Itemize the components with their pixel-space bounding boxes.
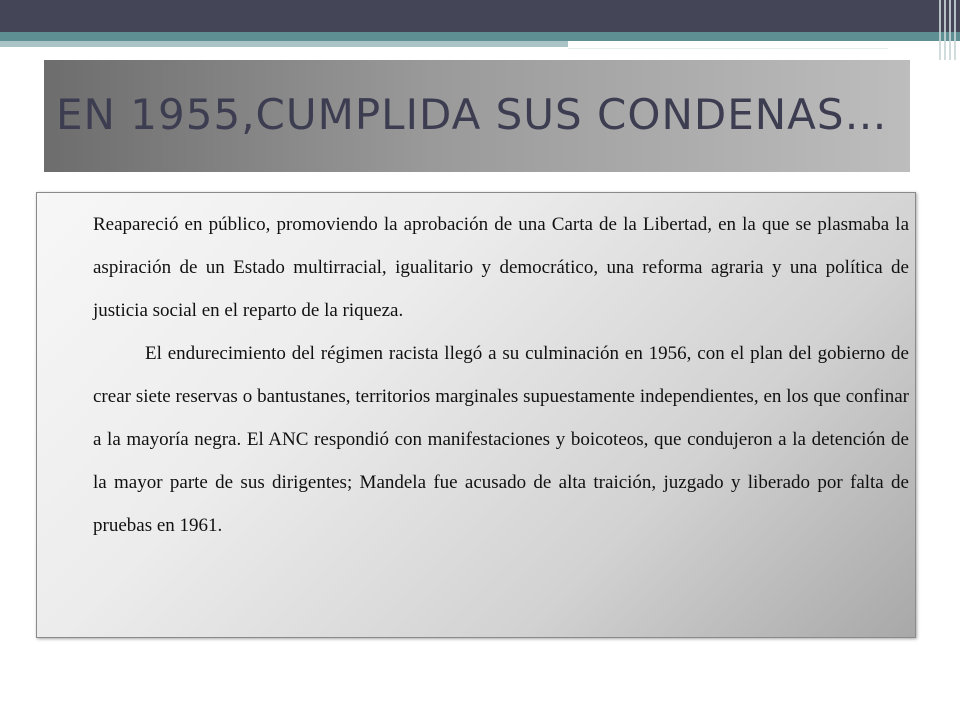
- corner-decoration: [930, 0, 960, 60]
- header-band-dark: [0, 0, 960, 32]
- title-bar: [44, 60, 910, 172]
- header-band-light: [0, 41, 568, 47]
- paragraph-2: El endurecimiento del régimen racista llegó a su culminación en 1956, con el plan del gobierno de crear siete reservas o bantustanes, territorios marginales supuestamente independientes, en los que confinar a la mayoría negra. El ANC respondió con manifestaciones y boicoteos, que condujeron a la detención de la mayor parte de sus dirigentes; Mandela fue acusado de alta traición, juzgado y liberado por falta de pruebas en 1961.: [93, 343, 909, 536]
- content-text: [93, 203, 909, 547]
- content-box: [36, 192, 916, 638]
- header-accent-line: [568, 48, 888, 52]
- slide-title: EN 1955,CUMPLIDA SUS CONDENAS…: [56, 90, 888, 139]
- paragraph-1: Reapareció en público, promoviendo la aprobación de una Carta de la Libertad, en la que se plasmaba la aspiración de un Estado multirracial, igualitario y democrático, una reforma agraria y una política de justicia social en el reparto de la riqueza.: [93, 214, 909, 321]
- header-band-teal: [0, 32, 960, 41]
